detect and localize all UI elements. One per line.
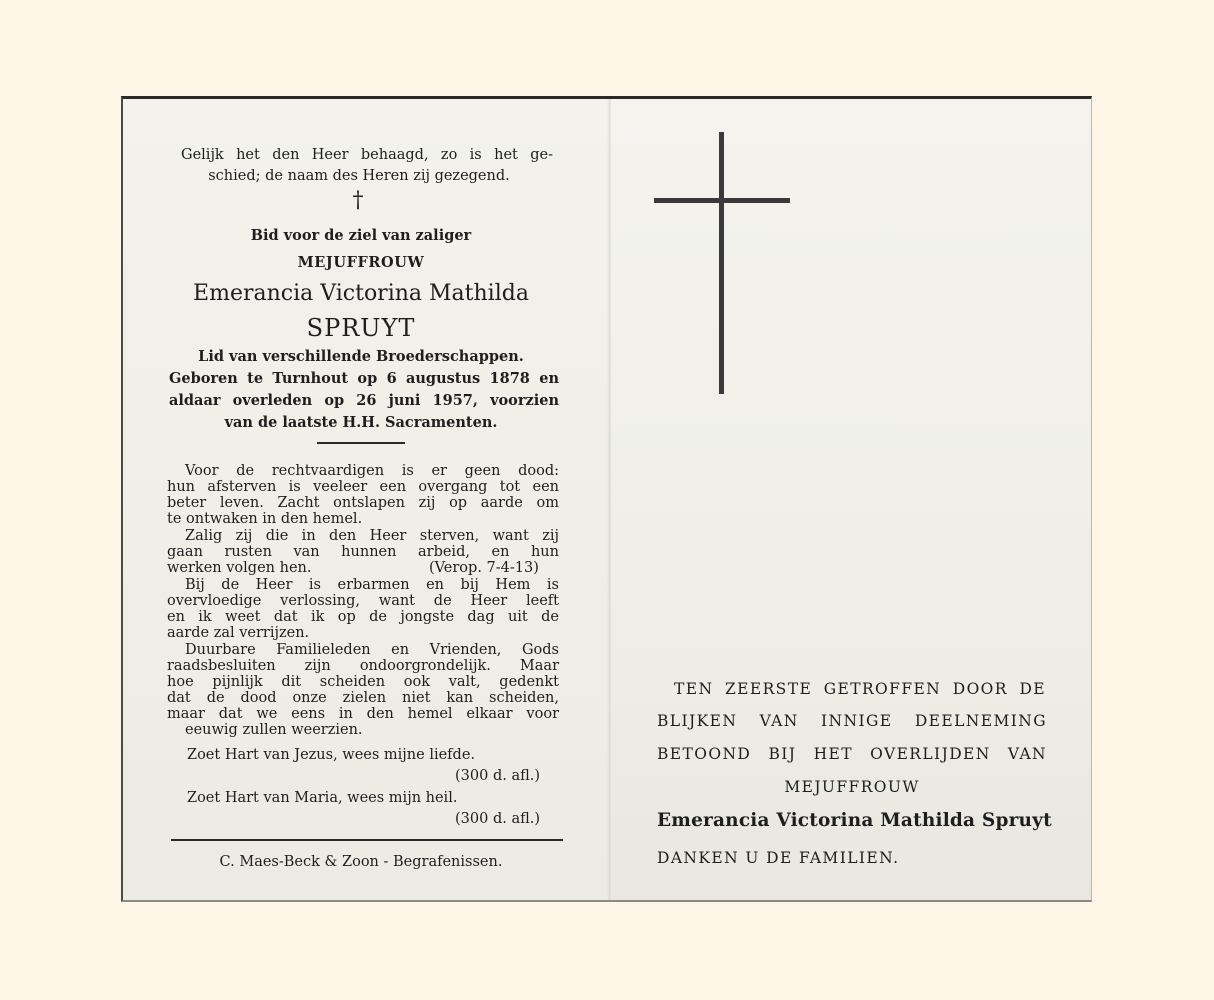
cross-icon-vertical xyxy=(719,132,724,394)
text-line: aarde zal verrijzen. xyxy=(167,625,310,641)
text-line: Zalig zij die in den Heer sterven, want zij xyxy=(185,528,559,544)
right-panel xyxy=(611,99,1091,900)
full-name: Emerancia Victorina Mathilda Spruyt xyxy=(657,810,1052,831)
cross-icon-horizontal xyxy=(654,198,790,203)
bio-line-2: Geboren te Turnhout op 6 augustus 1878 en xyxy=(169,370,559,387)
divider-long xyxy=(171,839,563,841)
title-mejuffrouw: MEJUFFROUW xyxy=(297,254,425,271)
scripture-reference: (Verop. 7-4-13) xyxy=(429,560,539,576)
text-line: beter leven. Zacht ontslapen zij op aarde om xyxy=(167,495,559,511)
prayer-jesus: Zoet Hart van Jezus, wees mijne liefde. xyxy=(187,747,476,763)
indulgence-2: (300 d. afl.) xyxy=(455,811,541,827)
text-line: gaan rusten van hunnen arbeid, en hun xyxy=(167,544,559,560)
closing-line: DANKEN U DE FAMILIEN. xyxy=(657,849,900,867)
text-line: hun afsterven is veeleer een overgang tot een xyxy=(167,479,559,495)
given-names: Emerancia Victorina Mathilda xyxy=(193,281,529,306)
bio-line-4: van de laatste H.H. Sacramenten. xyxy=(224,414,498,431)
prayer-maria: Zoet Hart van Maria, wees mijn heil. xyxy=(187,790,458,806)
text-line: te ontwaken in den hemel. xyxy=(167,511,363,527)
text-line: werken volgen hen. xyxy=(167,560,312,576)
left-panel xyxy=(123,99,611,900)
text-line: raadsbesluiten zijn ondoorgrondelijk. Maar xyxy=(167,658,559,674)
thanks-line-1: TEN ZEERSTE GETROFFEN DOOR DE xyxy=(674,680,1046,698)
text-line: Bij de Heer is erbarmen en bij Hem is xyxy=(185,577,559,593)
text-line: dat de dood onze zielen niet kan scheiden, xyxy=(167,690,559,706)
text-line: maar dat we eens in den hemel elkaar voor xyxy=(167,706,559,722)
title-mejuffrouw-right: MEJUFFROUW xyxy=(784,778,920,796)
text-line: hoe pijnlijk dit scheiden ook valt, gedenkt xyxy=(167,674,559,690)
thanks-line-3: BETOOND BIJ HET OVERLIJDEN VAN xyxy=(657,745,1047,763)
indulgence-1: (300 d. afl.) xyxy=(455,768,541,784)
text-line: Voor de rechtvaardigen is er geen dood: xyxy=(185,463,559,479)
surname: SPRUYT xyxy=(306,314,416,342)
bio-line-3: aldaar overleden op 26 juni 1957, voorzien xyxy=(169,392,559,409)
bio-line-1: Lid van verschillende Broederschappen. xyxy=(198,348,524,365)
dagger-icon: † xyxy=(352,188,364,213)
quote-line-1: Gelijk het den Heer behaagd, zo is het ge- xyxy=(181,147,553,163)
text-line: eeuwig zullen weerzien. xyxy=(185,722,363,738)
pray-line: Bid voor de ziel van zaliger xyxy=(250,227,472,244)
thanks-line-2: BLIJKEN VAN INNIGE DEELNEMING xyxy=(657,712,1047,730)
printer-credit: C. Maes-Beck & Zoon - Begrafenissen. xyxy=(219,854,503,870)
quote-line-2: schied; de naam des Heren zij gezegend. xyxy=(208,168,510,184)
divider-short xyxy=(317,442,405,444)
text-line: overvloedige verlossing, want de Heer leeft xyxy=(167,593,559,609)
text-line: en ik weet dat ik op de jongste dag uit de xyxy=(167,609,559,625)
text-line: Duurbare Familieleden en Vrienden, Gods xyxy=(185,642,559,658)
memorial-card xyxy=(121,96,1092,902)
